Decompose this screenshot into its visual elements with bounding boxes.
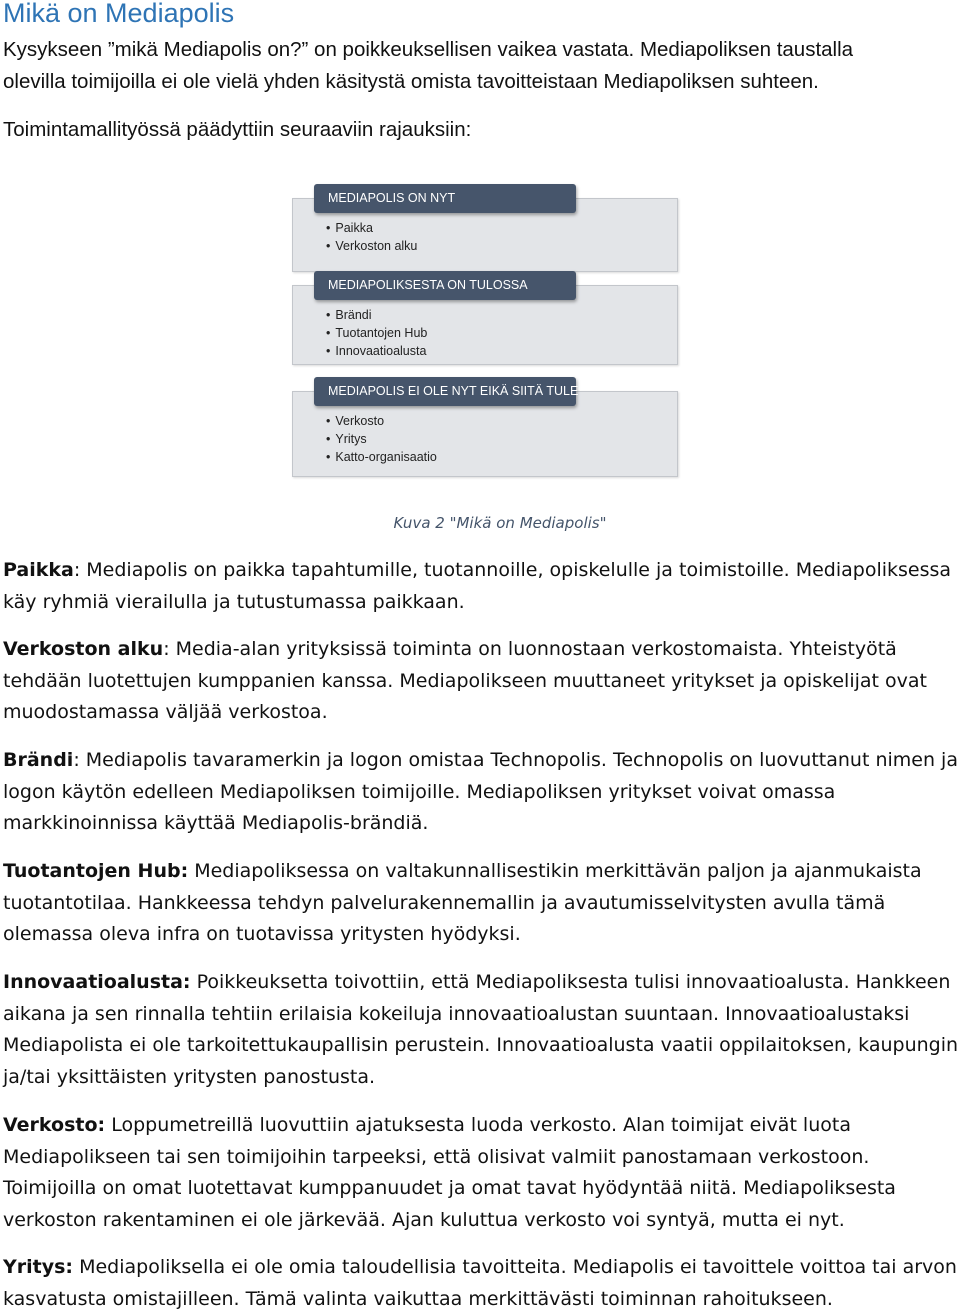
list-item: • Katto-organisaatio bbox=[326, 450, 437, 464]
paragraph-text: Mediapolis on paikka tapahtumille, tuotannoille, opiskelulle ja toimistoille. Mediapoliksessa käy ryhmiä vierailulla ja tutustumassa paikkaan. bbox=[3, 559, 952, 613]
paragraph-yritys bbox=[3, 1252, 960, 1315]
list-item: • Verkoston alku bbox=[326, 239, 417, 253]
figure-caption: Kuva 2 "Mikä on Mediapolis" bbox=[393, 514, 607, 532]
page-title: Mikä on Mediapolis bbox=[3, 0, 235, 28]
list-item: • Paikka bbox=[326, 221, 373, 235]
list-item: • Yritys bbox=[326, 432, 367, 446]
paragraph-tuotantojen-hub bbox=[3, 856, 960, 951]
paragraph-text: Loppumetreillä luovuttiin ajatuksesta luoda verkosto. Alan toimijat eivät luota Mediapolikseen tai sen toimijoihin tarpeeksi, että olisivat valmiit panostamaan verkostoon. Toimijoilla on omat luotettavat kumppanuudet ja omat tavat hyödyntää niitä. Mediapoliksesta verkoston rakentaminen ei ole järkevää. Ajan kuluttua verkosto voi syntyä, mutta ei nyt. bbox=[3, 1114, 896, 1231]
paragraph-paikka: Paikka: Mediapolis on paikka tapahtumille, tuotannoille, opiskelulle ja toimistoille. Mediapoliksessa käy ryhmiä vierailulla ja tutustumassa paikkaan. bbox=[3, 559, 952, 613]
term: Brändi bbox=[3, 749, 74, 771]
list-item: • Brändi bbox=[326, 308, 372, 322]
group-header-coming: MEDIAPOLIKSESTA ON TULOSSA bbox=[314, 271, 576, 300]
paragraph-text: Mediapolis tavaramerkin ja logon omistaa Technopolis. Technopolis on luovuttanut nimen ja logon käytön edelleen Mediapoliksen toimijoille. Mediapoliksen yritykset voivat omassa markkinoinnissa käyttää Mediapolis-brändiä. bbox=[3, 749, 958, 834]
paragraph-innovaatioalusta bbox=[3, 967, 960, 1093]
group-header-never: MEDIAPOLIS EI OLE NYT EIKÄ SIITÄ TULE bbox=[314, 377, 576, 406]
paragraph-text: Mediapoliksella ei ole omia taloudellisia tavoitteita. Mediapolis ei tavoittele voittoa tai arvon kasvatusta omistajilleen. Tämä valinta vaikuttaa merkittävästi toiminnan rahoitukseen. bbox=[3, 1256, 957, 1310]
paragraph-verkosto bbox=[3, 1110, 960, 1236]
mediapolis-diagram bbox=[290, 183, 682, 479]
list-item: • Innovaatioalusta bbox=[326, 344, 426, 358]
paragraph-text: Mediapoliksessa on valtakunnallisestikin merkittävän paljon ja ajanmukaista tuotantotilaa. Hankkeessa tehdyn palvelurakennemallin ja avautumisselvitysten avulla tämä olemassa oleva infra on tuotavissa yritysten hyödyksi. bbox=[3, 860, 922, 945]
term: Yritys: bbox=[3, 1256, 74, 1278]
paragraph-text: Media-alan yrityksissä toiminta on luonnostaan verkostomaista. Yhteistyötä tehdään luotettujen kumppanien kanssa. Mediapolikseen muuttaneet yritykset ja opiskelijat ovat muodostamassa väljää verkostoa. bbox=[3, 638, 927, 723]
term: Verkoston alku bbox=[3, 638, 164, 660]
intro-line-2: olevilla toimijoilla ei ole vielä yhden käsitystä omista tavoitteistaan Mediapoliksen suhteen. bbox=[3, 70, 819, 93]
paragraph-text: Poikkeuksetta toivottiin, että Mediapoliksesta tulisi innovaatioalusta. Hankkeen aikana ja sen rinnalla tehtiin erilaisia kokeiluja innovaatioalustan suuntaan. Innovaatioalustaksi Mediapolista ei ole tarkoitettukaupallisin perustein. Innovaatioalusta vaatii oppilaitoksen, kaupungin ja/tai yksittäisten yritysten panostusta. bbox=[3, 971, 959, 1088]
paragraph-verkoston-alku: Verkoston alku: Media-alan yrityksissä toiminta on luonnostaan verkostomaista. Yhteistyötä tehdään luotettujen kumppanien kanssa. Mediapolikseen muuttaneet yritykset ja opiskelijat ovat muodostamassa väljää verkostoa. bbox=[3, 638, 927, 723]
term: Tuotantojen Hub: bbox=[3, 860, 189, 882]
intro-line-3: Toimintamallityössä päädyttiin seuraaviin rajauksiin: bbox=[3, 118, 472, 141]
intro-line-1: Kysykseen ”mikä Mediapolis on?” on poikkeuksellisen vaikea vastata. Mediapoliksen taustalla bbox=[3, 38, 854, 61]
list-item: • Verkosto bbox=[326, 414, 384, 428]
group-header-now: MEDIAPOLIS ON NYT bbox=[314, 184, 576, 213]
term: Innovaatioalusta: bbox=[3, 971, 191, 993]
paragraph-brandi: Brändi: Mediapolis tavaramerkin ja logon omistaa Technopolis. Technopolis on luovuttanut nimen ja logon käytön edelleen Mediapoliksen toimijoille. Mediapoliksen yritykset voivat omassa markkinoinnissa käyttää Mediapolis-brändiä. bbox=[3, 749, 958, 834]
term: Verkosto: bbox=[3, 1114, 106, 1136]
term: Paikka bbox=[3, 559, 74, 581]
list-item: • Tuotantojen Hub bbox=[326, 326, 427, 340]
